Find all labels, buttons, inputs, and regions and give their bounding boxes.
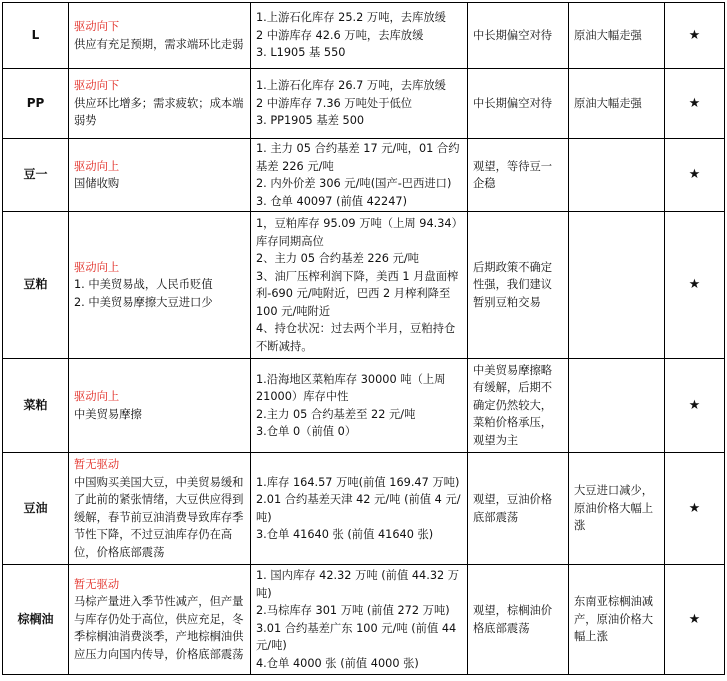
data-line: 2.马棕库存 301 万吨 (前值 272 万吨): [256, 604, 450, 617]
data-cell: [251, 139, 468, 212]
driver-label: 驱动向上: [74, 260, 120, 274]
view-cell: 中美贸易摩擦略有缓解，后期不确定仍然较大，菜粕价格承压，观望为主: [468, 359, 569, 453]
risk-cell: [569, 139, 665, 212]
commodity-name: 菜粕: [3, 359, 69, 453]
star-rating: ★: [665, 3, 725, 69]
data-line: 1.库存 164.57 万吨(前值 169.47 万吨): [256, 475, 460, 489]
table-row: [3, 453, 725, 565]
risk-cell: [569, 212, 665, 359]
data-line: 1.上游石化库存 26.7 万吨，去库放缓: [256, 79, 446, 93]
risk-cell: 原油大幅走强: [569, 69, 665, 139]
risk-cell: 原油大幅走强: [569, 3, 665, 69]
star-rating: ★: [665, 69, 725, 139]
view-cell: 中长期偏空对待: [468, 69, 569, 139]
view-cell: 后期政策不确定性强，我们建议暂别豆粕交易: [468, 212, 569, 359]
data-line: 3. 仓单 40097 (前值 42247): [256, 194, 408, 208]
driver-label: 驱动向上: [74, 390, 120, 403]
risk-cell: 大豆进口减少，原油价格大幅上涨: [569, 453, 665, 565]
analysis-line: 2. 中美贸易摩擦大豆进口少: [74, 295, 213, 309]
data-cell: [251, 69, 468, 139]
view-cell: 中长期偏空对待: [468, 3, 569, 69]
commodity-name: L: [3, 3, 69, 69]
star-rating: ★: [665, 139, 725, 212]
driver-analysis-cell: [69, 359, 251, 453]
data-line: 1.上游石化库存 25.2 万吨，去库放缓: [256, 11, 446, 25]
risk-cell: 东南亚棕榈油减产，原油价格大幅上涨: [569, 565, 665, 675]
driver-analysis-cell: [69, 3, 251, 69]
driver-label: 暂无驱动: [74, 458, 120, 471]
table-row: [3, 3, 725, 69]
data-cell: [251, 359, 468, 453]
commodity-name: 棕榈油: [3, 565, 69, 675]
data-line: 1.沿海地区菜粕库存 30000 吨（上周 21000）库存中性: [256, 372, 446, 403]
analysis-text: 国储收购: [74, 177, 120, 190]
driver-analysis-cell: [69, 565, 251, 675]
view-cell: 观望，豆油价格底部震荡: [468, 453, 569, 565]
data-line: 2.主力 05 合约基差至 22 元/吨: [256, 407, 416, 421]
star-rating: ★: [665, 565, 725, 675]
commodity-table: [2, 2, 725, 675]
table-row: [3, 359, 725, 453]
table-row: [3, 212, 725, 359]
driver-label: 驱动向下: [74, 79, 120, 93]
data-line: 3.01 合约基差广东 100 元/吨 (前值 44 元/吨): [256, 621, 457, 652]
analysis-text: 供应环比增多；需求疲软；成本端弱势: [74, 96, 244, 128]
table-row: [3, 69, 725, 139]
analysis-text: 供应有充足预期，需求端环比走弱: [74, 37, 244, 51]
data-cell: [251, 3, 468, 69]
data-cell: [251, 565, 468, 675]
analysis-text: 中美贸易摩擦: [74, 407, 142, 421]
table-row: [3, 565, 725, 675]
view-cell: 观望，棕榈油价格底部震荡: [468, 565, 569, 675]
data-line: 1. 主力 05 合约基差 17 元/吨，01 合约基差 226 元/吨: [256, 142, 460, 173]
table-row: [3, 139, 725, 212]
driver-analysis-cell: [69, 69, 251, 139]
star-rating: ★: [665, 359, 725, 453]
analysis-line: 1. 中美贸易战，人民币贬值: [74, 278, 213, 292]
data-line: 2、主力 05 合约基差 226 元/吨: [256, 252, 419, 265]
driver-analysis-cell: [69, 453, 251, 565]
analysis-text: 中国购买美国大豆，中美贸易缓和了此前的紧张情绪，大豆供应得到缓解，春节前豆油消费导致库存季节性下降，不过豆油库存仍在高位，价格底部震荡: [74, 475, 244, 559]
driver-label: 暂无驱动: [74, 577, 120, 591]
risk-cell: [569, 359, 665, 453]
data-line: 1. 国内库存 42.32 万吨 (前值 44.32 万吨): [256, 569, 460, 600]
star-rating: ★: [665, 453, 725, 565]
data-line: 2. 内外价差 306 元/吨(国产-巴西进口): [256, 177, 452, 190]
analysis-text: 马棕产量进入季节性减产，但产量与库存仍处于高位，供应充足，冬季棕榈油消费淡季，产地棕榈油供应压力向国内传导，价格底部震荡: [74, 595, 244, 661]
data-line: 3. PP1905 基差 500: [256, 114, 365, 128]
driver-analysis-cell: [69, 139, 251, 212]
data-line: 4、持仓状况：过去两个半月，豆粕持仓不断减持。: [256, 322, 456, 353]
driver-label: 驱动向下: [74, 20, 120, 33]
data-line: 4.仓单 4000 张 (前值 4000 张): [256, 656, 419, 670]
driver-label: 驱动向上: [74, 159, 120, 173]
data-cell: [251, 453, 468, 565]
data-line: 2 中游库存 42.6 万吨，去库放缓: [256, 28, 424, 42]
commodity-name: 豆粕: [3, 212, 69, 359]
driver-analysis-cell: [69, 212, 251, 359]
commodity-name: 豆油: [3, 453, 69, 565]
commodity-name: PP: [3, 69, 69, 139]
commodity-name: 豆一: [3, 139, 69, 212]
data-cell: [251, 212, 468, 359]
data-line: 1，豆粕库存 95.09 万吨（上周 94.34）库存同期高位: [256, 217, 458, 248]
view-cell: 观望，等待豆一企稳: [468, 139, 569, 212]
data-line: 2 中游库存 7.36 万吨处于低位: [256, 96, 413, 110]
data-line: 3.仓单 0（前值 0）: [256, 425, 357, 438]
data-line: 3、油厂压榨利润下降，美西 1 月盘面榨利-690 元/吨附近，巴西 2 月榨利降至 100 元/吨附近: [256, 269, 459, 318]
star-rating: ★: [665, 212, 725, 359]
data-line: 3.仓单 41640 张 (前值 41640 张): [256, 528, 434, 541]
data-line: 3. L1905 基 550: [256, 46, 346, 60]
data-line: 2.01 合约基差天津 42 元/吨 (前值 4 元/吨): [256, 493, 461, 524]
